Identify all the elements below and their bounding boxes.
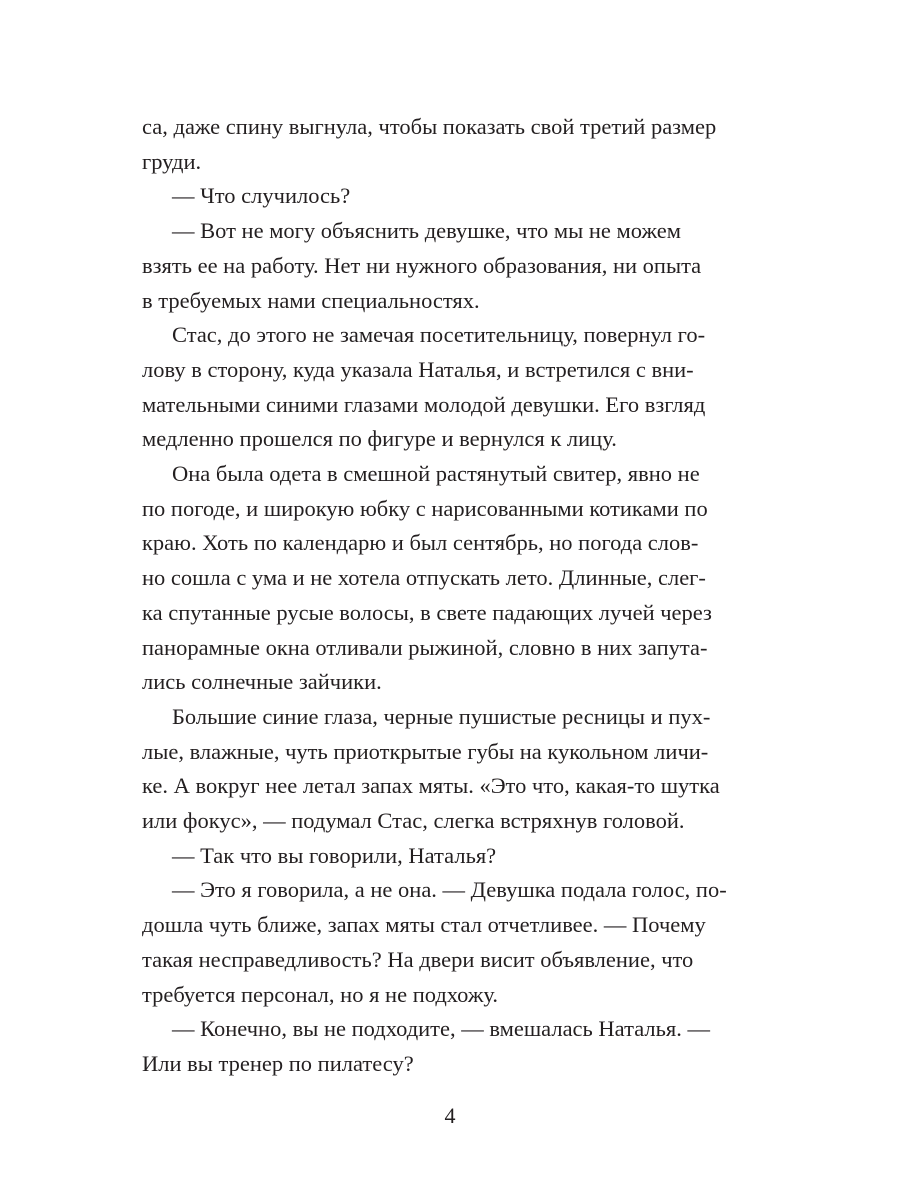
paragraph: — Конечно, вы не подходите, — вмешалась Наталья. — Или вы тренер по пилатесу? [142,1016,710,1076]
paragraph: Стас, до этого не замечая посетительницу, повернул го- лову в сторону, куда указала Наталья, и встретился с вни- мательными синими глазами молодой девушки. Его взгляд медленно прошелся по фигуре и вернулся к лицу. [142,322,706,452]
paragraph: — Так что вы говорили, Наталья? [172,842,497,868]
paragraph: са, даже спину выгнула, чтобы показать свой третий размер груди. [142,114,717,174]
paragraph: — Вот не могу объяснить девушке, что мы не можем взять ее на работу. Нет ни нужного образования, ни опыта в требуемых нами специальностях. [142,218,702,313]
paragraph: — Это я говорила, а не она. — Девушка подала голос, по- дошла чуть ближе, запах мяты стал отчетливее. — Почему такая несправедливость? На двери висит объявление, что требуется персонал, но я не подхожу. [142,877,727,1007]
paragraph: Большие синие глаза, черные пушистые ресницы и пух- лые, влажные, чуть приоткрытые губы на кукольном личи- ке. А вокруг нее летал запах мяты. «Это что, какая-то шутка или фокус», — подумал Стас, слегка встряхнув головой. [142,703,720,834]
page-body-text [142,110,760,1082]
page-number: 4 [444,1103,456,1128]
paragraph: — Что случилось? [172,183,351,209]
paragraph: Она была одета в смешной растянутый свитер, явно не по погоде, и широкую юбку с нарисованными котиками по краю. Хоть по календарю и был сентябрь, но погода слов- но сошла с ума и не хотела отпускать лето. Длинные, слег- ка спутанные русые волосы, в свете падающих лучей через панорамные окна отливали рыжиной, словно в них запута- лись солнечные зайчики. [142,461,712,695]
